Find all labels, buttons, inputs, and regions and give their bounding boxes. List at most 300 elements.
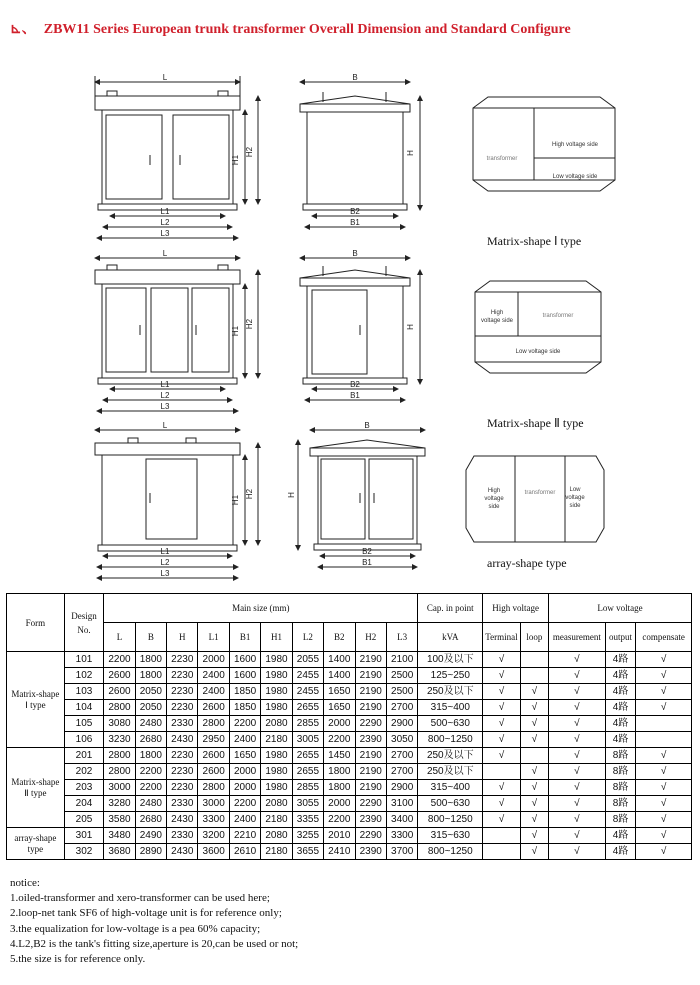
table-row <box>7 652 692 668</box>
table-cell: √ <box>636 668 692 684</box>
notice-heading: notice: <box>10 877 40 889</box>
table-cell: 1980 <box>261 780 292 796</box>
dim-label-H: H <box>287 492 296 498</box>
table-cell: 1800 <box>135 748 166 764</box>
table-row <box>7 780 692 796</box>
table-cell: 2055 <box>292 652 323 668</box>
table-cell: 2400 <box>198 684 229 700</box>
table-cell: 2230 <box>167 652 198 668</box>
table-cell: 2200 <box>135 780 166 796</box>
table-cell: 2210 <box>229 828 260 844</box>
table-cell: 2950 <box>198 732 229 748</box>
table-cell: 102 <box>64 668 104 684</box>
spec-table <box>6 593 692 860</box>
table-cell: 301 <box>64 828 104 844</box>
table-cell: 2890 <box>135 844 166 860</box>
table-cell: √ <box>636 844 692 860</box>
table-cell: 1600 <box>229 668 260 684</box>
table-cell: 1800 <box>135 652 166 668</box>
dim-label-L: L <box>162 421 168 430</box>
header-cap: Cap. in point <box>418 594 483 623</box>
table-cell: 2455 <box>292 684 323 700</box>
drawing-canvas <box>0 60 700 590</box>
table-cell: 2430 <box>167 732 198 748</box>
col-H2: H2 <box>355 623 386 652</box>
dim-label-B1: B1 <box>350 218 360 227</box>
table-cell: √ <box>520 780 548 796</box>
dim-label-L2: L2 <box>160 218 170 227</box>
page-title <box>10 18 571 38</box>
table-cell: √ <box>636 748 692 764</box>
table-cell: √ <box>636 764 692 780</box>
dim-label-H2: H2 <box>245 318 254 330</box>
table-cell: 3480 <box>104 828 135 844</box>
table-cell: 101 <box>64 652 104 668</box>
table-cell: 105 <box>64 716 104 732</box>
table-row <box>7 668 692 684</box>
table-cell: 302 <box>64 844 104 860</box>
table-cell <box>520 668 548 684</box>
table-cell: 2180 <box>261 812 292 828</box>
table-cell: 2190 <box>355 780 386 796</box>
table-cell: 2655 <box>292 764 323 780</box>
table-cell: 3050 <box>386 732 417 748</box>
table-cell: 800~1250 <box>418 732 483 748</box>
table-cell: 2390 <box>355 844 386 860</box>
plan1-caption: Matrix-shape Ⅰ type <box>487 234 582 248</box>
table-cell: √ <box>549 828 606 844</box>
table-cell: 1800 <box>135 668 166 684</box>
table-cell: 2455 <box>292 668 323 684</box>
table-cell: √ <box>520 700 548 716</box>
table-cell: 2390 <box>355 812 386 828</box>
table-cell: 2230 <box>167 700 198 716</box>
table-cell: 3600 <box>198 844 229 860</box>
table-cell <box>483 844 520 860</box>
dim-label-B2: B2 <box>350 207 360 216</box>
table-cell: √ <box>483 716 520 732</box>
title-text: ZBW11 Series European trunk transformer Overall Dimension and Standard Configure <box>43 22 571 37</box>
dim-label-B1: B1 <box>350 391 360 400</box>
table-cell: 2190 <box>355 652 386 668</box>
plan3-low-label-3: side <box>569 503 581 509</box>
table-cell: 2050 <box>135 700 166 716</box>
table-cell: 2000 <box>229 764 260 780</box>
plan3-caption: array-shape type <box>487 556 567 570</box>
table-cell: 8路 <box>605 796 635 812</box>
table-cell: 3655 <box>292 844 323 860</box>
table-cell: 250及以下 <box>418 748 483 764</box>
table-cell: √ <box>549 796 606 812</box>
dim-label-H2: H2 <box>245 488 254 500</box>
dim-label-H: H <box>406 324 415 330</box>
table-cell: √ <box>636 812 692 828</box>
dim-label-L2: L2 <box>160 558 170 567</box>
notice-item: 4.L2,B2 is the tank's fitting size,aperture is 20,can be used or not; <box>10 937 299 950</box>
table-cell <box>520 652 548 668</box>
dim-label-B: B <box>352 73 358 82</box>
table-cell: √ <box>549 844 606 860</box>
col-B2: B2 <box>324 623 355 652</box>
form-label: Matrix-shape Ⅰ type <box>7 652 65 748</box>
table-cell: 4路 <box>605 684 635 700</box>
header-design: Design No. <box>64 594 104 652</box>
table-cell: 4路 <box>605 652 635 668</box>
table-cell: 315~400 <box>418 700 483 716</box>
header-form: Form <box>7 594 65 652</box>
table-cell: 3400 <box>386 812 417 828</box>
table-cell: 1850 <box>229 684 260 700</box>
plan3-high-label-2: voltage <box>484 496 504 502</box>
table-cell: 3005 <box>292 732 323 748</box>
col-terminal: Terminal <box>483 623 520 652</box>
table-cell: 2900 <box>386 716 417 732</box>
table-cell: 2680 <box>135 812 166 828</box>
dim-label-L2: L2 <box>160 391 170 400</box>
dim-label-L1: L1 <box>160 547 170 556</box>
table-cell: 8路 <box>605 748 635 764</box>
table-cell: √ <box>636 652 692 668</box>
table-cell: 2800 <box>104 748 135 764</box>
plan3-low-label-1: Low <box>569 487 581 493</box>
table-cell: 2100 <box>386 652 417 668</box>
table-cell: 3300 <box>198 812 229 828</box>
table-cell: 2080 <box>261 716 292 732</box>
plan2-caption: Matrix-shape Ⅱ type <box>487 416 584 430</box>
table-cell: 1980 <box>261 684 292 700</box>
plan3-low-label-2: voltage <box>565 495 585 501</box>
table-cell: 2600 <box>198 764 229 780</box>
table-cell: 3100 <box>386 796 417 812</box>
notice-item: 1.oiled-transformer and xero-transformer can be used here; <box>10 892 270 905</box>
table-cell: 3300 <box>386 828 417 844</box>
table-cell: 103 <box>64 684 104 700</box>
table-cell: √ <box>549 748 606 764</box>
table-cell: 104 <box>64 700 104 716</box>
table-cell: 1650 <box>324 700 355 716</box>
table-cell: 2855 <box>292 716 323 732</box>
table-cell: 1980 <box>261 668 292 684</box>
table-cell: 1850 <box>229 700 260 716</box>
table-cell: 2190 <box>355 748 386 764</box>
table-cell: 2430 <box>167 844 198 860</box>
table-cell: √ <box>549 812 606 828</box>
notice-item: 2.loop-net tank SF6 of high-voltage unit is for reference only; <box>10 907 282 920</box>
table-cell: 2600 <box>198 748 229 764</box>
table-row <box>7 748 692 764</box>
table-cell: 1450 <box>324 748 355 764</box>
dim-label-H1: H1 <box>231 325 240 337</box>
table-cell: 2180 <box>261 844 292 860</box>
plan1-high-label: High voltage side <box>551 142 599 148</box>
header-low-voltage: Low voltage <box>549 594 692 623</box>
col-B: B <box>135 623 166 652</box>
table-cell: √ <box>636 796 692 812</box>
col-kva: kVA <box>418 623 483 652</box>
table-cell: 202 <box>64 764 104 780</box>
table-row <box>7 764 692 780</box>
col-compensate: compensate <box>636 623 692 652</box>
table-cell: √ <box>483 684 520 700</box>
table-cell: 2290 <box>355 796 386 812</box>
table-cell: 2490 <box>135 828 166 844</box>
table-cell: √ <box>520 764 548 780</box>
table-cell <box>520 748 548 764</box>
table-cell: 3280 <box>104 796 135 812</box>
table-cell: 1650 <box>324 684 355 700</box>
table-cell <box>483 828 520 844</box>
table-cell: 2200 <box>135 764 166 780</box>
table-row <box>7 700 692 716</box>
table-cell: √ <box>520 716 548 732</box>
col-output: output <box>605 623 635 652</box>
table-cell: 4路 <box>605 700 635 716</box>
table-cell: 2290 <box>355 716 386 732</box>
table-cell: 3580 <box>104 812 135 828</box>
table-cell: 2190 <box>355 668 386 684</box>
table-cell: 2010 <box>324 828 355 844</box>
dim-label-B1: B1 <box>362 558 372 567</box>
table-cell: √ <box>483 748 520 764</box>
table-cell: 500~630 <box>418 796 483 812</box>
table-cell: √ <box>636 684 692 700</box>
table-row <box>7 732 692 748</box>
col-B1: B1 <box>229 623 260 652</box>
table-cell: √ <box>636 700 692 716</box>
table-cell: 2655 <box>292 700 323 716</box>
table-cell <box>636 716 692 732</box>
dim-label-H: H <box>406 150 415 156</box>
col-loop: loop <box>520 623 548 652</box>
notice-item: 3.the equalization for low-voltage is a pea 60% capacity; <box>10 922 261 935</box>
table-cell: 315~400 <box>418 780 483 796</box>
table-cell: 2700 <box>386 764 417 780</box>
table-cell: 3680 <box>104 844 135 860</box>
table-cell: 800~1250 <box>418 844 483 860</box>
table-cell: √ <box>549 652 606 668</box>
table-cell: 1600 <box>229 652 260 668</box>
table-cell: 1980 <box>261 652 292 668</box>
table-cell: 315~630 <box>418 828 483 844</box>
table-cell: 2200 <box>229 716 260 732</box>
table-cell: 2190 <box>355 764 386 780</box>
table-cell: √ <box>549 764 606 780</box>
col-L: L <box>104 623 135 652</box>
plan1-low-label: Low voltage side <box>552 174 598 180</box>
spec-table-body <box>7 652 692 860</box>
table-cell: 3000 <box>198 796 229 812</box>
table-row <box>7 796 692 812</box>
table-cell: √ <box>483 812 520 828</box>
table-row <box>7 812 692 828</box>
dimension-drawings <box>0 60 700 590</box>
table-cell: 8路 <box>605 764 635 780</box>
table-cell: 2290 <box>355 828 386 844</box>
col-measurement: measurement <box>549 623 606 652</box>
table-cell <box>636 732 692 748</box>
table-cell: 2080 <box>261 796 292 812</box>
table-cell: √ <box>520 732 548 748</box>
dim-label-B: B <box>364 421 370 430</box>
plan3-transformer-label: transformer <box>524 490 556 496</box>
table-cell: 500~630 <box>418 716 483 732</box>
dim-label-L1: L1 <box>160 380 170 389</box>
table-cell: 2200 <box>104 652 135 668</box>
table-cell: √ <box>549 684 606 700</box>
table-cell: 1980 <box>261 748 292 764</box>
table-cell: 8路 <box>605 812 635 828</box>
table-cell: 2190 <box>355 700 386 716</box>
table-cell: 2400 <box>198 668 229 684</box>
table-row <box>7 828 692 844</box>
table-cell: √ <box>520 684 548 700</box>
dim-label-B2: B2 <box>350 380 360 389</box>
table-row <box>7 684 692 700</box>
table-cell: 2000 <box>324 796 355 812</box>
dim-label-H1: H1 <box>231 494 240 506</box>
table-cell: 2500 <box>386 668 417 684</box>
col-L1: L1 <box>198 623 229 652</box>
table-cell: 2230 <box>167 764 198 780</box>
plan1-transformer-label: transformer <box>486 156 518 162</box>
plan-matrix-2 <box>475 281 601 373</box>
table-cell: 2480 <box>135 796 166 812</box>
table-cell: 2230 <box>167 780 198 796</box>
table-cell: 3355 <box>292 812 323 828</box>
table-cell: √ <box>483 732 520 748</box>
table-cell: √ <box>483 652 520 668</box>
table-cell: √ <box>549 732 606 748</box>
col-L2: L2 <box>292 623 323 652</box>
table-cell: 2855 <box>292 780 323 796</box>
plan3-high-label-1: High <box>487 488 501 494</box>
table-cell: 2000 <box>198 652 229 668</box>
table-cell: 2390 <box>355 732 386 748</box>
table-cell: 203 <box>64 780 104 796</box>
table-cell: 1800 <box>324 764 355 780</box>
table-cell: 2600 <box>198 700 229 716</box>
table-cell: 2200 <box>324 732 355 748</box>
table-cell: 1800 <box>324 780 355 796</box>
title-mark: ⊾、 <box>10 22 36 37</box>
col-L3: L3 <box>386 623 417 652</box>
table-cell: 2230 <box>167 668 198 684</box>
table-cell: 3055 <box>292 796 323 812</box>
table-cell: 4路 <box>605 732 635 748</box>
table-cell: 2200 <box>324 812 355 828</box>
table-cell: √ <box>549 668 606 684</box>
table-cell: 2000 <box>324 716 355 732</box>
table-cell: 4路 <box>605 844 635 860</box>
table-cell <box>483 764 520 780</box>
notice-block <box>10 876 298 967</box>
table-cell: 8路 <box>605 780 635 796</box>
notice-item: 5.the size is for reference only. <box>10 953 146 966</box>
side-view-2 <box>300 258 420 400</box>
table-cell: 2230 <box>167 748 198 764</box>
table-cell: 1980 <box>261 700 292 716</box>
table-cell: 1400 <box>324 652 355 668</box>
dim-label-B: B <box>352 249 358 258</box>
table-cell: 2500 <box>386 684 417 700</box>
table-cell: 1980 <box>261 764 292 780</box>
table-cell: 205 <box>64 812 104 828</box>
table-cell: 3200 <box>198 828 229 844</box>
table-cell: 2050 <box>135 684 166 700</box>
table-cell: 2900 <box>386 780 417 796</box>
table-cell: 3230 <box>104 732 135 748</box>
plan2-transformer-label: transformer <box>542 313 574 319</box>
table-cell: 2655 <box>292 748 323 764</box>
table-row <box>7 844 692 860</box>
table-cell: 2700 <box>386 700 417 716</box>
dim-label-H2: H2 <box>245 146 254 158</box>
dim-label-L: L <box>162 73 168 82</box>
table-cell: √ <box>549 700 606 716</box>
table-cell: 4路 <box>605 716 635 732</box>
dim-label-L3: L3 <box>160 402 170 411</box>
table-cell: √ <box>520 796 548 812</box>
table-cell: 2800 <box>198 780 229 796</box>
plan3-high-label-3: side <box>488 504 500 510</box>
table-cell: 2190 <box>355 684 386 700</box>
table-cell: 1650 <box>229 748 260 764</box>
table-cell: 2200 <box>229 796 260 812</box>
table-cell: 3255 <box>292 828 323 844</box>
table-cell: 2230 <box>167 684 198 700</box>
dim-label-B2: B2 <box>362 547 372 556</box>
col-H: H <box>167 623 198 652</box>
table-cell: 3700 <box>386 844 417 860</box>
table-cell: 2410 <box>324 844 355 860</box>
dim-label-L: L <box>162 249 168 258</box>
table-cell: √ <box>549 780 606 796</box>
table-cell: 100及以下 <box>418 652 483 668</box>
table-cell: 3080 <box>104 716 135 732</box>
table-cell: 1400 <box>324 668 355 684</box>
col-H1: H1 <box>261 623 292 652</box>
dim-label-L3: L3 <box>160 569 170 578</box>
table-cell: 201 <box>64 748 104 764</box>
table-cell: 2610 <box>229 844 260 860</box>
table-cell: 2430 <box>167 812 198 828</box>
table-cell: 125~250 <box>418 668 483 684</box>
table-cell: 3000 <box>104 780 135 796</box>
dim-label-H1: H1 <box>231 154 240 166</box>
table-cell: 2330 <box>167 796 198 812</box>
header-main-size: Main size (mm) <box>104 594 418 623</box>
dim-label-L3: L3 <box>160 229 170 238</box>
table-cell: √ <box>483 780 520 796</box>
table-cell: 2400 <box>229 812 260 828</box>
table-cell: 2330 <box>167 716 198 732</box>
table-cell: 2480 <box>135 716 166 732</box>
plan2-high-label-2: voltage side <box>480 318 514 324</box>
table-cell: √ <box>483 668 520 684</box>
table-cell: √ <box>520 844 548 860</box>
table-cell: 2800 <box>104 700 135 716</box>
table-cell: 2400 <box>229 732 260 748</box>
table-cell: √ <box>636 780 692 796</box>
side-view-1 <box>300 82 420 227</box>
dim-label-L1: L1 <box>160 207 170 216</box>
header-high-voltage: High voltage <box>483 594 549 623</box>
table-cell: 106 <box>64 732 104 748</box>
table-cell: 2800 <box>198 716 229 732</box>
table-cell: 250及以下 <box>418 684 483 700</box>
table-row <box>7 716 692 732</box>
table-cell: 800~1250 <box>418 812 483 828</box>
